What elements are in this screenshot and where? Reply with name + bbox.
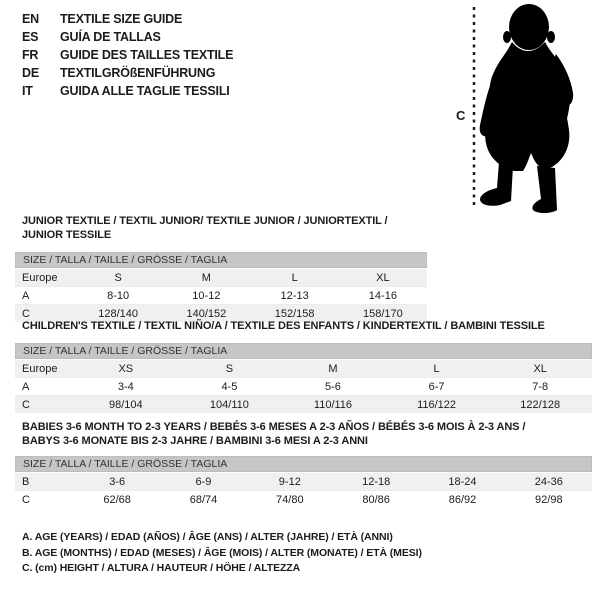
- toddler-silhouette-icon: [452, 0, 600, 215]
- table-header-size: SIZE / TALLA / TAILLE / GRÖSSE / TAGLIA: [15, 456, 592, 472]
- guide-title: TEXTILE SIZE GUIDE: [60, 12, 183, 26]
- size-cell: L: [385, 360, 489, 378]
- size-cell: 92/98: [506, 491, 592, 509]
- size-cell: 62/68: [74, 491, 160, 509]
- size-figure: [452, 0, 600, 215]
- size-cell: 80/86: [333, 491, 419, 509]
- guide-title: GUIDA ALLE TAGLIE TESSILI: [60, 84, 230, 98]
- language-code: ES: [22, 30, 39, 44]
- size-cell: 86/92: [419, 491, 505, 509]
- size-table-babies: [15, 473, 592, 508]
- size-cell: 4-5: [178, 378, 282, 396]
- size-cell: 9-12: [247, 473, 333, 491]
- size-table-children: [15, 360, 592, 413]
- size-cell: L: [251, 269, 339, 287]
- table-row: [15, 378, 592, 396]
- size-cell: 74/80: [247, 491, 333, 509]
- size-cell: 110/116: [281, 396, 385, 414]
- row-label: Europe: [15, 269, 74, 287]
- footnote-line: B. AGE (MONTHS) / EDAD (MESES) / ÂGE (MOIS) / ALTER (MONATE) / ETÀ (MESI): [22, 546, 422, 559]
- row-label: C: [15, 305, 74, 323]
- size-cell: XS: [74, 360, 178, 378]
- section-title: BABIES 3-6 MONTH TO 2-3 YEARS / BEBÉS 3-6 MESES A 2-3 AÑOS / BÉBÉS 3-6 MOIS À 2-3 ANS / BABYS 3-6 MONATE BIS 2-3 JAHRE / BAMBINI 3-6 MESI A 2-3 ANNI: [22, 421, 526, 447]
- size-cell: 8-10: [74, 287, 162, 305]
- size-cell: 98/104: [74, 396, 178, 414]
- size-cell: 7-8: [488, 378, 592, 396]
- section-junior: [15, 214, 427, 322]
- language-row: [22, 82, 233, 100]
- table-row: [15, 491, 592, 509]
- footnotes: [22, 530, 422, 577]
- size-cell: S: [178, 360, 282, 378]
- language-code: DE: [22, 66, 39, 80]
- row-label: C: [15, 491, 74, 509]
- size-cell: 116/122: [385, 396, 489, 414]
- section-title: JUNIOR TEXTILE / TEXTIL JUNIOR/ TEXTILE JUNIOR / JUNIORTEXTIL / JUNIOR TESSILE: [22, 215, 388, 241]
- size-cell: 68/74: [160, 491, 246, 509]
- size-cell: 3-6: [74, 473, 160, 491]
- size-cell: 18-24: [419, 473, 505, 491]
- language-row: [22, 64, 233, 82]
- size-cell: 140/152: [162, 305, 250, 323]
- language-code: EN: [22, 12, 39, 26]
- row-label: Europe: [15, 360, 74, 378]
- table-header-size: SIZE / TALLA / TAILLE / GRÖSSE / TAGLIA: [15, 252, 427, 268]
- height-measure-label: C: [456, 108, 466, 123]
- guide-title: GUIDE DES TAILLES TEXTILE: [60, 48, 234, 62]
- size-table-junior: [15, 269, 427, 322]
- language-row: [22, 10, 233, 28]
- footnote-line: C. (cm) HEIGHT / ALTURA / HAUTEUR / HÖHE / ALTEZZA: [22, 562, 301, 574]
- language-row: [22, 28, 233, 46]
- row-label: A: [15, 378, 74, 396]
- size-cell: M: [281, 360, 385, 378]
- size-cell: 128/140: [74, 305, 162, 323]
- size-cell: 12-13: [251, 287, 339, 305]
- size-cell: M: [162, 269, 250, 287]
- footnote-line: A. AGE (YEARS) / EDAD (AÑOS) / ÂGE (ANS) / ALTER (JAHRE) / ETÀ (ANNI): [22, 531, 393, 543]
- size-cell: 3-4: [74, 378, 178, 396]
- language-header: [22, 10, 233, 100]
- table-row: [15, 269, 427, 287]
- table-row: [15, 473, 592, 491]
- table-row: [15, 360, 592, 378]
- size-cell: 158/170: [339, 305, 427, 323]
- size-cell: 122/128: [488, 396, 592, 414]
- section-babies: [15, 420, 592, 508]
- row-label: C: [15, 396, 74, 414]
- table-row: [15, 287, 427, 305]
- section-children: [15, 319, 592, 413]
- table-row: [15, 396, 592, 414]
- row-label: A: [15, 287, 74, 305]
- size-cell: 5-6: [281, 378, 385, 396]
- size-cell: 6-7: [385, 378, 489, 396]
- size-cell: 10-12: [162, 287, 250, 305]
- row-label: B: [15, 473, 74, 491]
- guide-title: GUÍA DE TALLAS: [60, 30, 161, 44]
- language-code: FR: [22, 48, 39, 62]
- size-cell: 6-9: [160, 473, 246, 491]
- language-code: IT: [22, 84, 33, 98]
- size-cell: XL: [339, 269, 427, 287]
- size-cell: 24-36: [506, 473, 592, 491]
- table-header-size: SIZE / TALLA / TAILLE / GRÖSSE / TAGLIA: [15, 343, 592, 359]
- size-cell: S: [74, 269, 162, 287]
- size-cell: 12-18: [333, 473, 419, 491]
- size-cell: 152/158: [251, 305, 339, 323]
- size-cell: 104/110: [178, 396, 282, 414]
- section-title: CHILDREN'S TEXTILE / TEXTIL NIÑO/A / TEXTILE DES ENFANTS / KINDERTEXTIL / BAMBINI TESSILE: [22, 320, 545, 332]
- size-cell: XL: [488, 360, 592, 378]
- language-row: [22, 46, 233, 64]
- guide-title: TEXTILGRÖßENFÜHRUNG: [60, 66, 216, 80]
- size-cell: 14-16: [339, 287, 427, 305]
